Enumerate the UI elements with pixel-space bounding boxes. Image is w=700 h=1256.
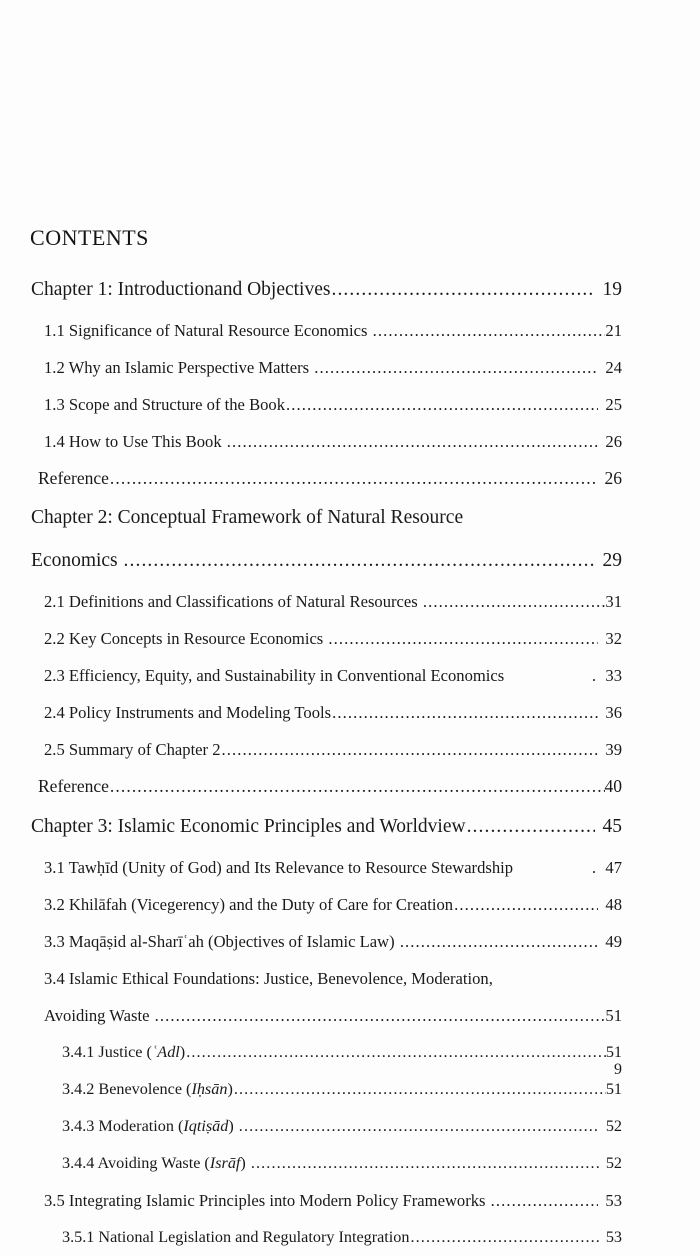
toc-leader — [110, 460, 597, 497]
toc-entry[interactable] — [0, 312, 700, 349]
toc-entry-page-number: 36 — [605, 703, 622, 722]
toc-entry[interactable] — [0, 923, 700, 960]
toc-entry[interactable] — [0, 960, 700, 997]
toc-entry[interactable] — [0, 620, 700, 657]
toc-leader — [286, 386, 598, 423]
toc-leader — [227, 423, 598, 460]
toc-entry-page-number: 51 — [605, 1006, 622, 1025]
table-of-contents — [0, 268, 700, 1256]
toc-entry-label: 3.2 Khilāfah (Vicegerency) and the Duty of Care for Creation — [44, 895, 454, 914]
toc-entry-page-number: 19 — [602, 279, 622, 300]
toc-leader — [251, 1145, 599, 1182]
toc-entry-label: Avoiding Waste — [44, 1006, 154, 1025]
toc-entry-page-number: 45 — [602, 816, 622, 837]
toc-entry[interactable] — [0, 1219, 700, 1256]
toc-entry-page-number: 25 — [605, 395, 622, 414]
toc-entry[interactable] — [0, 1108, 700, 1145]
toc-entry-page-number: 53 — [605, 1191, 622, 1210]
toc-entry-label: Chapter 2: Conceptual Framework of Natural Resource — [31, 507, 464, 528]
toc-leader — [314, 349, 598, 386]
toc-entry-label: 1.4 How to Use This Book — [44, 432, 226, 451]
toc-entry[interactable] — [0, 997, 700, 1034]
toc-entry[interactable] — [0, 349, 700, 386]
toc-entry[interactable] — [0, 886, 700, 923]
toc-entry-label: 3.1 Tawḥīd (Unity of God) and Its Relevance to Resource Stewardship — [44, 858, 514, 877]
toc-entry[interactable] — [0, 268, 700, 312]
toc-entry-page-number: 49 — [605, 932, 622, 951]
toc-entry[interactable] — [0, 1182, 700, 1219]
toc-entry-label: 3.4 Islamic Ethical Foundations: Justice, Benevolence, Moderation, — [44, 969, 493, 988]
toc-entry-label: 3.3 Maqāṣid al-Sharīʿah (Objectives of Islamic Law) — [44, 932, 399, 951]
toc-leader — [332, 694, 598, 731]
toc-entry-page-number: 29 — [602, 550, 622, 571]
toc-entry-label: 2.5 Summary of Chapter 2 — [44, 740, 221, 759]
toc-entry-term: Iḥsān — [191, 1080, 228, 1098]
toc-entry-label: Chapter 1: Introductionand Objectives — [31, 279, 331, 300]
toc-entry-label: 1.1 Significance of Natural Resource Economics — [44, 321, 372, 340]
toc-entry[interactable] — [0, 657, 700, 694]
toc-entry-label: Reference — [38, 468, 109, 488]
toc-entry-label: 3.5.1 National Legislation and Regulatory Integration — [62, 1228, 410, 1246]
toc-leader — [124, 539, 595, 583]
toc-entry-page-number: 31 — [605, 592, 622, 611]
toc-entry-label: Chapter 3: Islamic Economic Principles and Worldview — [31, 816, 466, 837]
toc-leader — [411, 1219, 600, 1256]
toc-leader — [186, 1034, 606, 1071]
toc-entry-page-number: 52 — [605, 1154, 622, 1172]
toc-entry-label: Economics — [31, 550, 123, 571]
toc-entry-label: 2.1 Definitions and Classifications of Natural Resources — [44, 592, 422, 611]
toc-entry-label: Reference — [38, 776, 109, 796]
toc-entry-page-number: 52 — [605, 1117, 622, 1135]
toc-entry-page-number: 48 — [605, 895, 622, 914]
toc-entry[interactable] — [0, 539, 700, 583]
toc-leader — [155, 997, 606, 1034]
toc-entry[interactable] — [0, 694, 700, 731]
toc-entry-term: Iqtiṣād — [183, 1117, 229, 1135]
toc-entry-page-number: 24 — [605, 358, 622, 377]
toc-entry-label: 1.3 Scope and Structure of the Book — [44, 395, 286, 414]
toc-leader — [423, 583, 606, 620]
toc-entry[interactable] — [0, 768, 700, 805]
toc-entry-label: 2.2 Key Concepts in Resource Economics — [44, 629, 328, 648]
toc-entry[interactable] — [0, 386, 700, 423]
page-title: contents — [30, 217, 149, 252]
toc-leader — [110, 768, 605, 805]
toc-leader — [491, 1182, 598, 1219]
toc-leader — [328, 620, 598, 657]
toc-entry-term: ʿAdl — [151, 1043, 180, 1061]
toc-entry-page-number: 26 — [605, 432, 622, 451]
toc-leader — [592, 849, 596, 886]
toc-entry-label: 3.4.1 Justice (ʿAdl) — [62, 1043, 186, 1061]
toc-leader — [373, 312, 606, 349]
toc-entry[interactable] — [0, 460, 700, 497]
toc-entry[interactable] — [0, 1034, 700, 1071]
toc-leader — [331, 268, 595, 312]
toc-entry-label: 3.4.2 Benevolence (Iḥsān) — [62, 1080, 233, 1098]
toc-entry[interactable] — [0, 423, 700, 460]
toc-entry-label: 2.4 Policy Instruments and Modeling Tools — [44, 703, 332, 722]
toc-entry-label: 3.5 Integrating Islamic Principles into Modern Policy Frameworks — [44, 1191, 490, 1210]
toc-entry-page-number: 51 — [605, 1043, 622, 1061]
toc-entry-page-number: 51 — [605, 1080, 622, 1098]
toc-entry-label: 2.3 Efficiency, Equity, and Sustainability in Conventional Economics — [44, 666, 505, 685]
toc-entry-page-number: 21 — [605, 321, 622, 340]
toc-entry-term: Isrāf — [209, 1154, 241, 1172]
toc-entry-page-number: 39 — [605, 740, 622, 759]
toc-entry-page-number: 40 — [604, 776, 622, 796]
toc-entry-page-number: 33 — [605, 666, 622, 685]
toc-entry-page-number: 32 — [605, 629, 622, 648]
toc-entry-label: 3.4.3 Moderation (Iqtiṣād) — [62, 1117, 238, 1135]
toc-entry[interactable] — [0, 731, 700, 768]
toc-leader — [467, 805, 595, 849]
toc-entry-label: 1.2 Why an Islamic Perspective Matters — [44, 358, 314, 377]
toc-leader — [400, 923, 598, 960]
toc-entry-page-number: 47 — [605, 858, 622, 877]
toc-entry-page-number: 53 — [605, 1228, 622, 1246]
toc-entry[interactable] — [0, 497, 700, 539]
toc-leader — [454, 886, 598, 923]
toc-entry[interactable] — [0, 805, 700, 849]
toc-entry[interactable] — [0, 583, 700, 620]
toc-leader — [222, 731, 598, 768]
toc-leader — [592, 657, 596, 694]
toc-entry[interactable] — [0, 849, 700, 886]
toc-entry[interactable] — [0, 1145, 700, 1182]
toc-leader — [234, 1071, 606, 1108]
page-folio-number: 9 — [614, 1061, 622, 1078]
toc-entry[interactable] — [0, 1071, 700, 1108]
toc-entry-label: 3.4.4 Avoiding Waste (Isrāf) — [62, 1154, 250, 1172]
toc-entry-page-number: 26 — [604, 468, 622, 488]
toc-leader — [239, 1108, 599, 1145]
